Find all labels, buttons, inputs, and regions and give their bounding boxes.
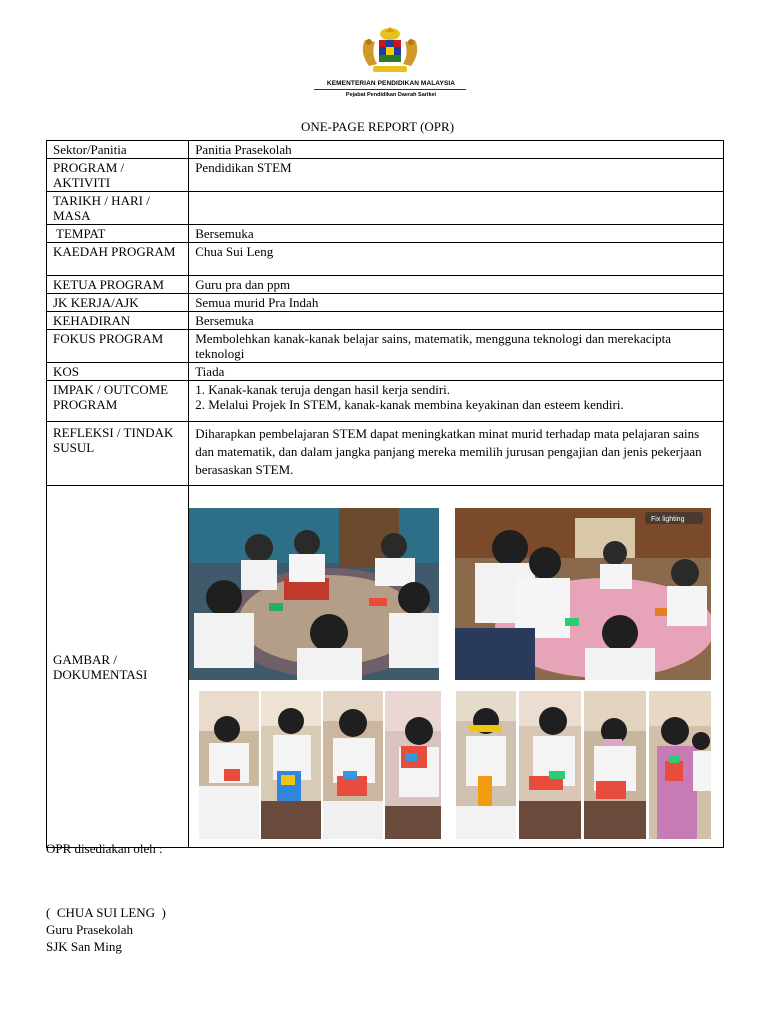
table-row [47, 225, 724, 243]
photo-overlay-label: Fix lighting [651, 516, 685, 523]
signature-block [46, 904, 166, 955]
signatory-name: ( CHUA SUI LENG ) [46, 905, 166, 920]
district-office-name: Pejabat Pendidikan Daerah Sarikei [345, 92, 437, 98]
row-label: REFLEKSI / TINDAK SUSUL [47, 422, 189, 486]
row-value: Guru pra dan ppm [189, 276, 724, 294]
table-row [47, 192, 724, 225]
table-row [47, 312, 724, 330]
table-row [47, 159, 724, 192]
impact-line-2: 2. Melalui Projek In STEM, kanak-kanak membina keyakinan dan esteem kendiri. [195, 397, 624, 412]
photo-child-3 [323, 691, 383, 839]
photo-child-2 [261, 691, 321, 839]
row-label: GAMBAR / DOKUMENTASI [47, 486, 189, 848]
impact-line-1: 1. Kanak-kanak teruja dengan hasil kerja sendiri. [195, 382, 451, 397]
row-value: Bersemuka [189, 312, 724, 330]
row-label: IMPAK / OUTCOME PROGRAM [47, 381, 189, 422]
photo-group-activity-2 [455, 508, 711, 680]
row-value: Semua murid Pra Indah [189, 294, 724, 312]
row-value [189, 192, 724, 225]
table-row [47, 330, 724, 363]
table-row [47, 243, 724, 276]
row-label: TEMPAT [47, 225, 189, 243]
table-row [47, 141, 724, 159]
row-label: KEHADIRAN [47, 312, 189, 330]
row-value: Pendidikan STEM [189, 159, 724, 192]
photo-child-7 [584, 691, 646, 839]
row-label: KETUA PROGRAM [47, 276, 189, 294]
table-row [47, 294, 724, 312]
row-value: Panitia Prasekolah [189, 141, 724, 159]
table-row [47, 363, 724, 381]
photo-gallery [189, 486, 724, 848]
table-row [47, 276, 724, 294]
signatory-position: Guru Prasekolah [46, 922, 134, 937]
letterhead [300, 22, 470, 102]
row-label: KOS [47, 363, 189, 381]
prepared-by-label: OPR disediakan oleh : [46, 841, 163, 856]
photo-child-8 [649, 691, 711, 839]
row-value: Membolehkan kanak-kanak belajar sains, matematik, mengguna teknologi dan merekacipta teknologi [189, 330, 724, 363]
row-label: JK KERJA/AJK [47, 294, 189, 312]
table-row [47, 381, 724, 422]
row-label: PROGRAM / AKTIVITI [47, 159, 189, 192]
malaysia-coat-of-arms-icon [357, 26, 423, 78]
table-row [47, 422, 724, 486]
row-label: FOKUS PROGRAM [47, 330, 189, 363]
row-value: Bersemuka [189, 225, 724, 243]
row-label: KAEDAH PROGRAM [47, 243, 189, 276]
row-label: Sektor/Panitia [47, 141, 189, 159]
row-value [189, 381, 724, 422]
letterhead-divider [314, 89, 466, 90]
table-row [47, 486, 724, 848]
report-table [46, 140, 724, 848]
photo-child-5 [456, 691, 516, 839]
photo-group-activity-1 [189, 508, 439, 680]
row-value: Diharapkan pembelajaran STEM dapat meningkatkan minat murid terhadap mata pelajaran sains dan matematik, dan dalam jangka panjang mereka memilih jurusan pengajian dan jenis pekerjaan berasaskan STEM. [189, 422, 724, 486]
photo-child-1 [199, 691, 259, 839]
photo-child-6 [519, 691, 581, 839]
row-value: Tiada [189, 363, 724, 381]
signatory-school: SJK San Ming [46, 939, 122, 954]
photo-child-4 [385, 691, 441, 839]
row-value: Chua Sui Leng [189, 243, 724, 276]
ministry-name: KEMENTERIAN PENDIDIKAN MALAYSIA [326, 80, 456, 87]
row-label: TARIKH / HARI / MASA [47, 192, 189, 225]
report-title: ONE-PAGE REPORT (OPR) [300, 119, 455, 134]
